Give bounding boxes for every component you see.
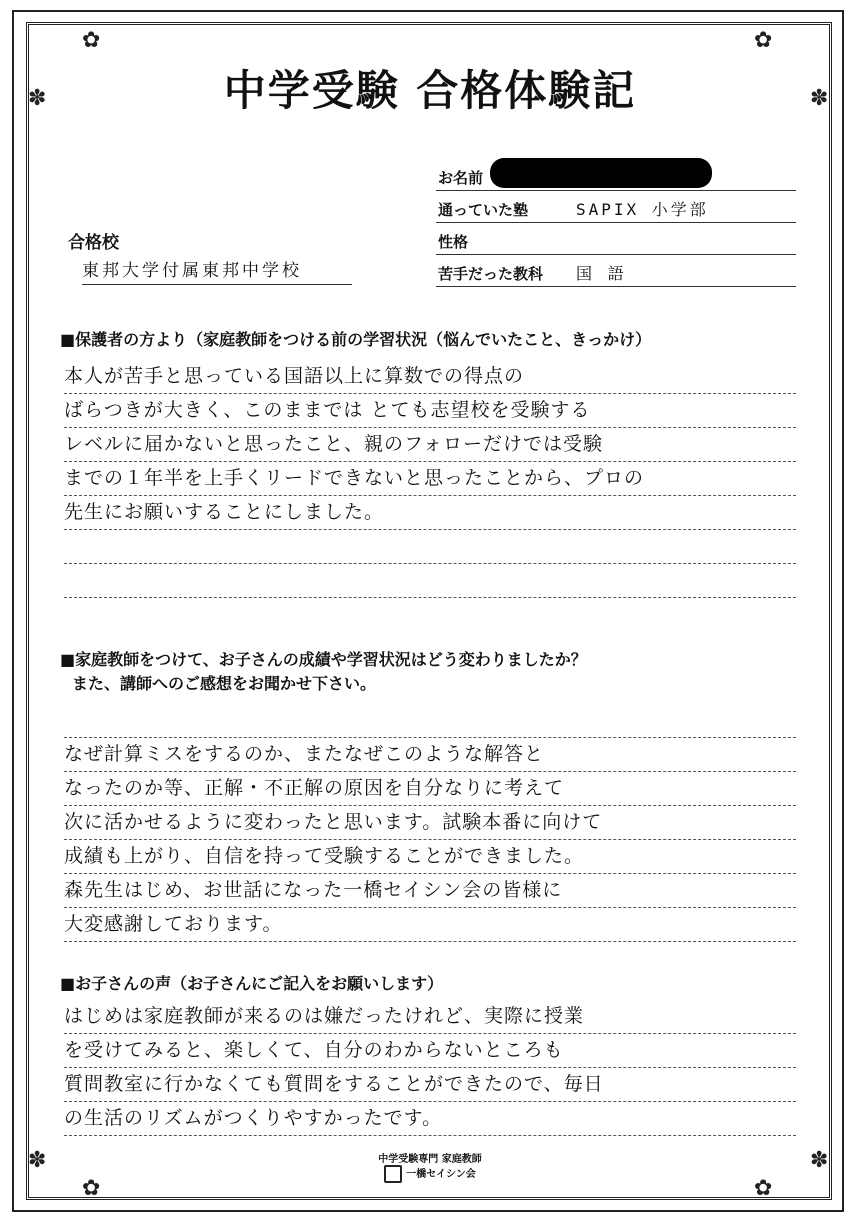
section1-line <box>64 564 796 598</box>
section3-line: 質問教室に行かなくても質問をすることができたので、毎日 <box>64 1068 796 1102</box>
section2-line <box>64 704 796 738</box>
footer-logo <box>370 1150 490 1183</box>
section3-line: はじめは家庭教師が来るのは嫌だったけれど、実際に授業 <box>64 1000 796 1034</box>
personality-label: 性格 <box>438 233 469 251</box>
section3-line: の生活のリズムがつくりやすかったです。 <box>64 1102 796 1136</box>
ornament-icon: ✿ <box>82 1176 101 1201</box>
section2-line: 大変感謝しております。 <box>64 908 796 942</box>
section3-heading: ■お子さんの声（お子さんにご記入をお願いします） <box>60 974 444 993</box>
section2-line: なぜ計算ミスをするのか、またなぜこのような解答と <box>64 738 796 772</box>
section1-line: までの１年半を上手くリードできないと思ったことから、プロの <box>64 462 796 496</box>
passed-school-label: 合格校 <box>68 233 119 253</box>
section1-line <box>64 530 796 564</box>
ornament-icon: ✿ <box>82 28 101 53</box>
passed-school-value: 東邦大学付属東邦中学校 <box>82 256 352 285</box>
section2-lines <box>64 704 796 942</box>
cram-school-value: SAPIX 小学部 <box>576 200 709 219</box>
footer-tagline: 中学受験専門 家庭教師 <box>378 1154 482 1165</box>
section1-line: 本人が苦手と思っている国語以上に算数での得点の <box>64 360 796 394</box>
ornament-icon: ✿ <box>754 28 773 53</box>
section1-heading: ■保護者の方より（家庭教師をつける前の学習状況（悩んでいたこと、きっかけ） <box>60 330 652 349</box>
section2-line: 成績も上がり、自信を持って受験することができました。 <box>64 840 796 874</box>
section2-heading <box>60 648 587 696</box>
section1-line: レベルに届かないと思ったこと、親のフォローだけでは受験 <box>64 428 796 462</box>
name-label: お名前 <box>438 169 484 187</box>
seishinkai-logo-icon <box>384 1165 402 1183</box>
weak-subject-value: 国 語 <box>576 264 627 283</box>
name-redaction <box>490 158 712 188</box>
weak-subject-label: 苦手だった教科 <box>438 265 544 283</box>
ornament-icon: ✽ <box>28 86 47 111</box>
section2-line: 森先生はじめ、お世話になった一橋セイシン会の皆様に <box>64 874 796 908</box>
section2-line: 次に活かせるように変わったと思います。試験本番に向けて <box>64 806 796 840</box>
section1-lines <box>64 360 796 598</box>
page-title: 中学受験 合格体験記 <box>223 66 637 115</box>
cram-school-label: 通っていた塾 <box>438 201 529 219</box>
weak-subject-field <box>436 258 796 287</box>
section1-line: 先生にお願いすることにしました。 <box>64 496 796 530</box>
ornament-icon: ✽ <box>810 1148 829 1173</box>
section1-line: ばらつきが大きく、このままでは とても志望校を受験する <box>64 394 796 428</box>
personality-field <box>436 226 796 255</box>
ornament-icon: ✿ <box>754 1176 773 1201</box>
ornament-icon: ✽ <box>28 1148 47 1173</box>
section3-line: を受けてみると、楽しくて、自分のわからないところも <box>64 1034 796 1068</box>
footer-brand: 一橋セイシン会 <box>406 1169 476 1180</box>
cram-school-field <box>436 194 796 223</box>
section2-heading-line1: ■家庭教師をつけて、お子さんの成績や学習状況はどう変わりましたか？ <box>60 650 587 669</box>
ornament-icon: ✽ <box>810 86 829 111</box>
section3-lines <box>64 1000 796 1136</box>
section2-heading-line2: また、講師へのご感想をお聞かせ下さい。 <box>72 674 377 693</box>
section2-line: なったのか等、正解・不正解の原因を自分なりに考えて <box>64 772 796 806</box>
